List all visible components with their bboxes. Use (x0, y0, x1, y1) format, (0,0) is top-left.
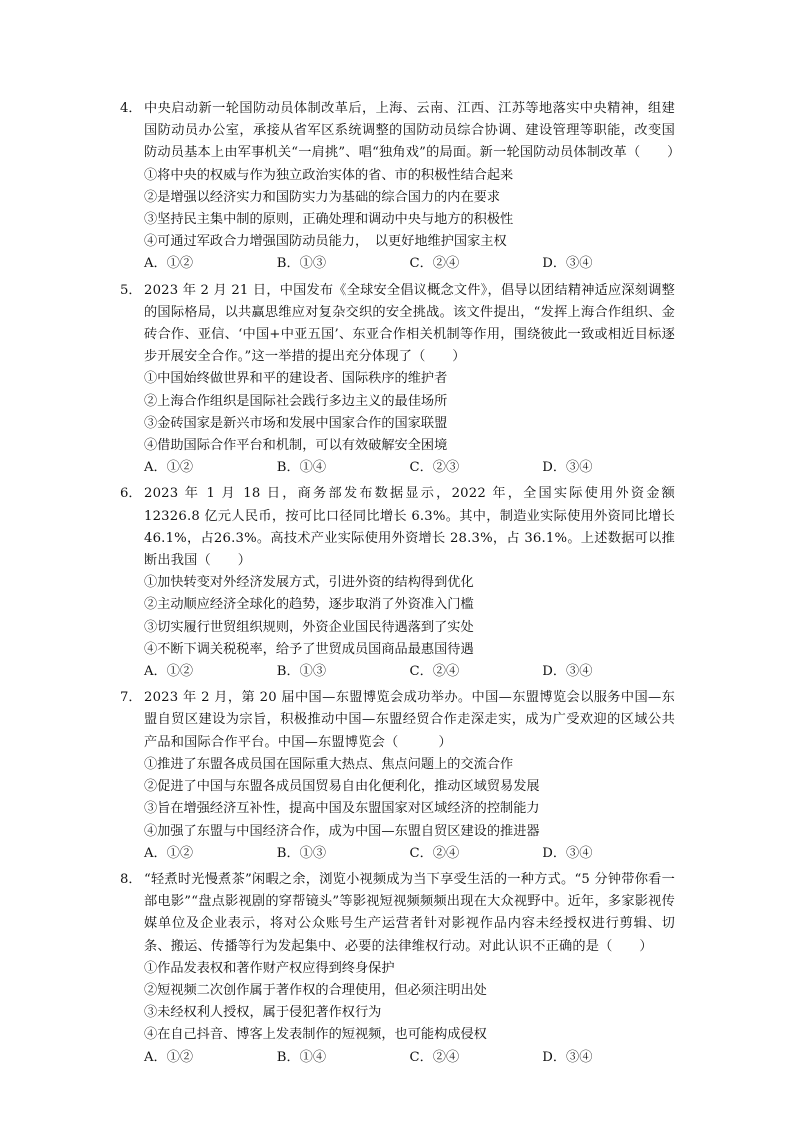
exam-page (120, 98, 689, 1073)
choice-b: B．①④ (276, 1049, 327, 1065)
statement-option: ②是增强以经济实力和国防实力为基础的综合国力的内在要求 (144, 189, 501, 205)
statement-option: ②主动顺应经济全球化的趋势，逐步取消了外资准入门槛 (144, 597, 474, 613)
option-list (120, 958, 675, 1047)
choice-c: C．②④ (409, 845, 460, 861)
statement-option: ③金砖国家是新兴市场和发展中国家合作的国家联盟 (144, 415, 448, 431)
option-list (120, 754, 675, 843)
question-5 (120, 280, 675, 480)
statement-option: ③未经权利人授权，属于侵犯著作权行为 (144, 1005, 382, 1021)
question-6 (120, 483, 689, 683)
question-text: 2023 年 1 月 18 日，商务部发布数据显示，2022 年，全国实际使用外资金额 12326.8 亿元人民币，按可比口径同比增长 6.3%。其中，制造业实际使用外资同比增长 46.1%，占26.3%。高技术产业实际使用外资增长 28.3%，占 36.1%。上述数据可以推断出我国（ ） (144, 486, 689, 569)
choice-a: A．①② (144, 460, 194, 476)
option-list (120, 368, 675, 457)
question-stem (120, 280, 675, 369)
statement-option: ①加快转变对外经济发展方式，引进外资的结构得到优化 (144, 575, 474, 591)
statement-option: ④加强了东盟与中国经济合作，成为中国—东盟自贸区建设的推进器 (144, 823, 540, 839)
question-number: 7． (120, 690, 142, 706)
statement-option: ④可通过军政合力增强国防动员能力， 以更好地维护国家主权 (144, 234, 507, 250)
statement-option: ③旨在增强经济互补性，提高中国及东盟国家对区域经济的控制能力 (144, 801, 540, 817)
choice-b: B．①③ (276, 664, 327, 680)
statement-option: ③切实履行世贸组织规则，外资企业国民待遇落到了实处 (144, 619, 474, 635)
choice-d: D．③④ (542, 460, 593, 476)
question-stem (120, 869, 675, 958)
answer-choices (120, 457, 675, 479)
question-text: 2023 年 2 月，第 20 届中国—东盟博览会成功举办。中国—东盟博览会以服务中国—东盟自贸区建设为宗旨，积极推动中国—东盟经贸合作走深走实，成为广受欢迎的区域公共产品和国际合作平台。中国—东盟博览会（ ） (144, 690, 675, 750)
choice-d: D．③④ (542, 664, 593, 680)
statement-option: ④借助国际合作平台和机制，可以有效破解安全困境 (144, 438, 448, 454)
choice-b: B．①③ (276, 845, 327, 861)
question-text: “轻煮时光慢煮茶”闲暇之余，浏览小视频成为当下享受生活的一种方式。“5 分钟带你看一部电影”“盘点影视剧的穿帮镜头”等影视短视频频频出现在大众视野中。近年，多家影视传媒单位及企业表示，将对公众账号生产运营者针对影视作品内容未经授权进行剪辑、切条、搬运、传播等行为发起集中、必要的法律维权行动。对此认识不正确的是（ ） (144, 871, 675, 954)
answer-choices (120, 1047, 675, 1069)
statement-option: ②促进了中国与东盟各成员国贸易自由化便利化，推动区域贸易发展 (144, 779, 540, 795)
choice-d: D．③④ (542, 1049, 593, 1065)
choice-b: B．①③ (276, 256, 327, 272)
question-number: 5． (120, 282, 142, 298)
question-number: 4． (120, 101, 142, 116)
statement-option: ①将中央的权威与作为独立政治实体的省、市的积极性结合起来 (144, 167, 514, 183)
choice-d: D．③④ (542, 256, 593, 272)
question-text: 2023 年 2 月 21 日，中国发布《全球安全倡议概念文件》，倡导以团结精神适应深刻调整的国际格局，以共赢思维应对复杂交织的安全挑战。该文件提出，“发挥上海合作组织、金砖合作、亚信、‘中国+中亚五国’、东亚合作相关机制等作用，围绕彼此一致或相近目标逐步开展安全合作。”这一举措的提出充分体现了（ ） (144, 282, 675, 365)
choice-a: A．①② (144, 1049, 194, 1065)
statement-option: ③坚持民主集中制的原则，正确处理和调动中央与地方的积极性 (144, 212, 514, 228)
choice-d: D．③④ (542, 845, 593, 861)
choice-a: A．①② (144, 845, 194, 861)
choice-c: C．②④ (409, 664, 460, 680)
statement-option: ①作品发表权和著作财产权应得到终身保护 (144, 960, 395, 976)
question-8 (120, 869, 675, 1069)
question-stem (120, 483, 689, 572)
statement-option: ①中国始终做世界和平的建设者、国际秩序的维护者 (144, 371, 448, 387)
statement-option: ④不断下调关税税率，给予了世贸成员国商品最惠国待遇 (144, 641, 474, 657)
question-4 (120, 98, 681, 276)
choice-a: A．①② (144, 664, 194, 680)
question-stem (120, 687, 675, 754)
choice-a: A．①② (144, 256, 194, 272)
statement-option: ②上海合作组织是国际社会践行多边主义的最佳场所 (144, 393, 448, 409)
question-number: 8． (120, 871, 142, 887)
question-number: 6． (120, 486, 142, 502)
option-list (120, 165, 675, 254)
question-stem (120, 98, 681, 165)
answer-choices (120, 661, 675, 683)
answer-choices (120, 253, 675, 275)
statement-option: ④在自己抖音、博客上发表制作的短视频，也可能构成侵权 (144, 1027, 487, 1043)
question-text: 中央启动新一轮国防动员体制改革后，上海、云南、江西、江苏等地落实中央精神，组建国防动员办公室，承接从省军区系统调整的国防动员综合协调、建设管理等职能，改变国防动员基本上由军事机关“一肩挑”、唱“独角戏”的局面。新一轮国防动员体制改革（ ） (144, 101, 681, 161)
question-7 (120, 687, 675, 865)
choice-c: C．②③ (409, 460, 460, 476)
choice-b: B．①④ (276, 460, 327, 476)
option-list (120, 572, 675, 661)
statement-option: ①推进了东盟各成员国在国际重大热点、焦点问题上的交流合作 (144, 756, 514, 772)
choice-c: C．②④ (409, 256, 460, 272)
statement-option: ②短视频二次创作属于著作权的合理使用，但必须注明出处 (144, 982, 487, 998)
choice-c: C．②④ (409, 1049, 460, 1065)
answer-choices (120, 843, 675, 865)
